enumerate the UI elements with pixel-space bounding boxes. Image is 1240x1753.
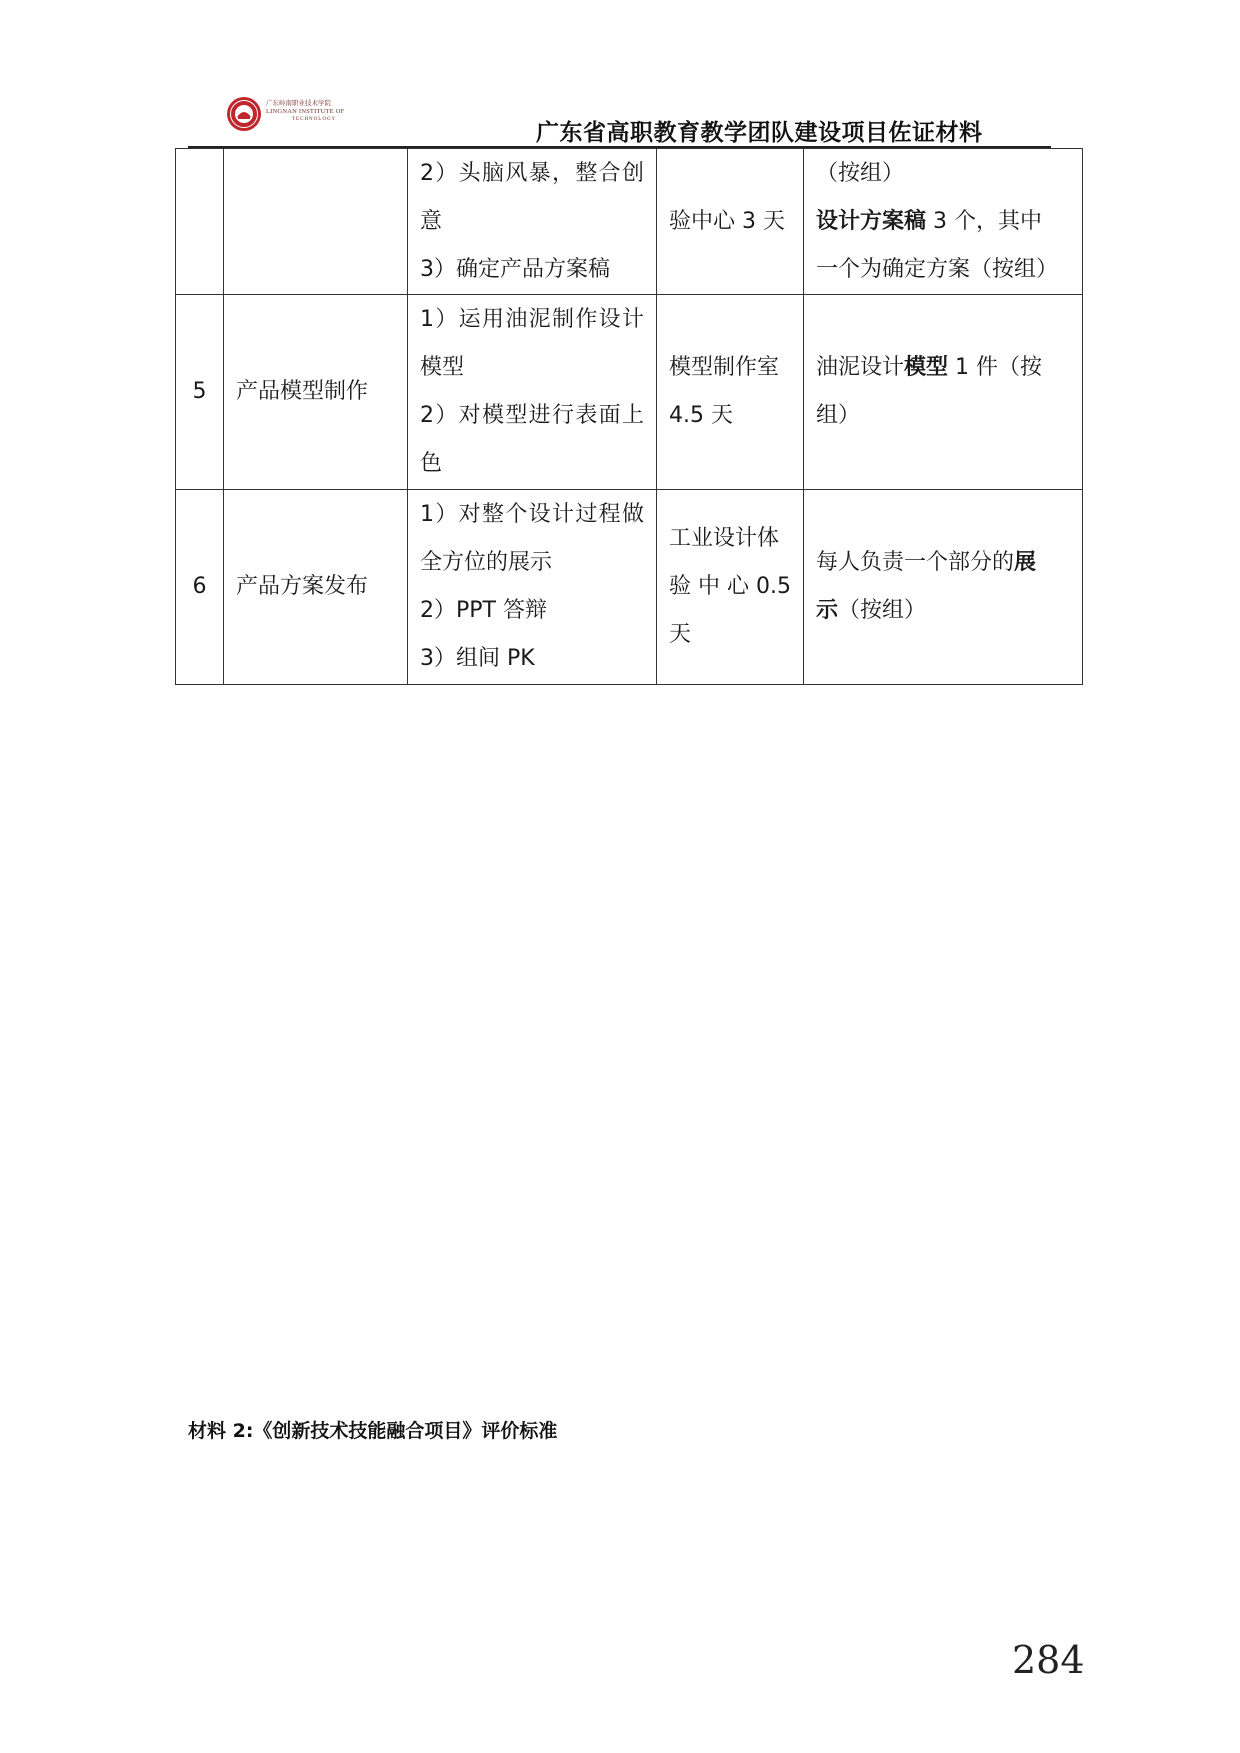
venue-cell: 工业设计体 验 中 心 0.5 天 (657, 490, 804, 685)
output-cell: 油泥设计模型 1 件（按 组） (804, 295, 1083, 490)
logo-english-name-2: TECHNOLOGY (292, 117, 337, 122)
stage-name-cell: 产品模型制作 (224, 295, 408, 490)
output-cell: （按组） 设计方案稿 3 个，其中 一个为确定方案（按组） (804, 149, 1083, 295)
table-row (176, 490, 1083, 685)
content-cell: 2）头脑风暴，整合创 意 3）确定产品方案稿 (408, 149, 657, 295)
stage-name-cell (224, 149, 408, 295)
venue-cell: 验中心 3 天 (657, 149, 804, 295)
table-row (176, 149, 1083, 295)
page-header-title: 广东省高职教育教学团队建设项目佐证材料 (536, 120, 983, 146)
school-emblem-icon (226, 96, 262, 132)
content-cell: 1）对整个设计过程做 全方位的展示 2）PPT 答辩 3）组间 PK (408, 490, 657, 685)
school-logo (226, 96, 356, 134)
stage-name-cell: 产品方案发布 (224, 490, 408, 685)
row-number-cell: 5 (176, 295, 224, 490)
logo-english-name: LINGNAN INSTITUTE OF (266, 108, 345, 115)
row-number-cell (176, 149, 224, 295)
project-schedule-table (175, 148, 1083, 685)
table-row (176, 295, 1083, 490)
output-cell: 每人负责一个部分的展 示（按组） (804, 490, 1083, 685)
row-number-cell: 6 (176, 490, 224, 685)
page-number: 284 (1012, 1638, 1085, 1682)
venue-cell: 模型制作室 4.5 天 (657, 295, 804, 490)
material-title: 材料 2:《创新技术技能融合项目》评价标准 (188, 1420, 558, 1442)
content-cell: 1）运用油泥制作设计 模型 2）对模型进行表面上 色 (408, 295, 657, 490)
logo-chinese-name: 广东岭南职业技术学院 (266, 99, 331, 107)
